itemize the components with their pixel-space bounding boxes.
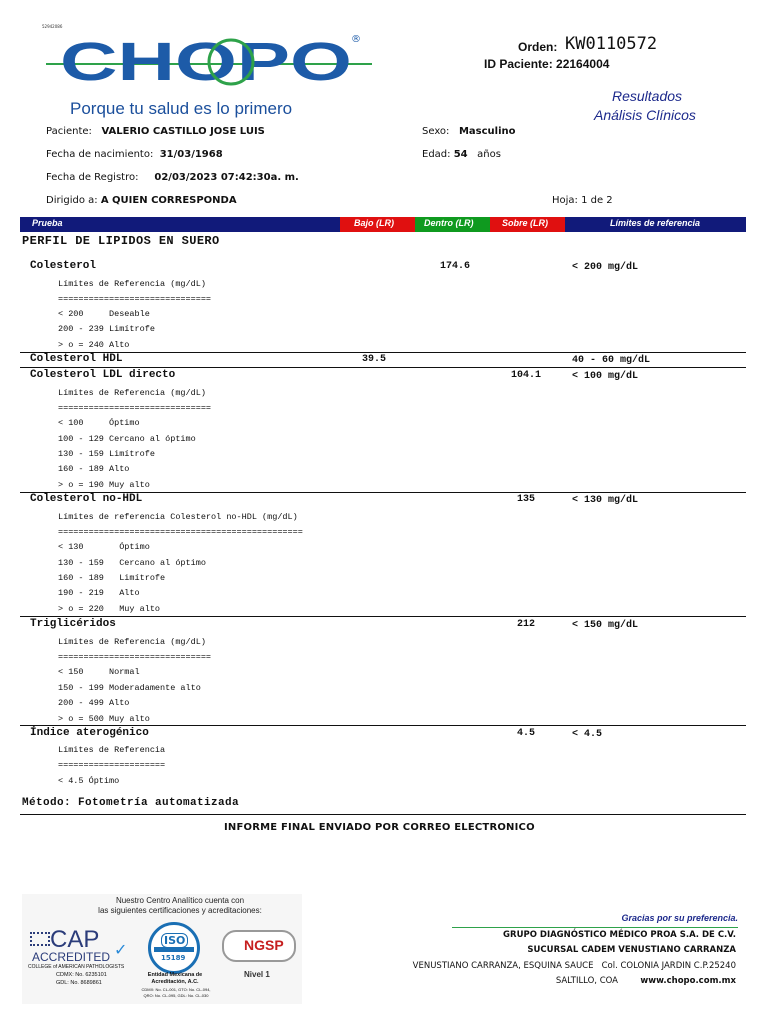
ref-line: Límites de Referencia [58, 745, 166, 755]
col-low: Bajo (LR) [354, 218, 394, 228]
ema-codes-1: CDMX: No. CL-001, GTO: No. CL-094, [141, 987, 211, 992]
svg-text:®: ® [351, 34, 361, 45]
company-address: VENUSTIANO CARRANZA, ESQUINA SAUCE Col. COLONIA JARDIN C.P.25240 [412, 961, 736, 971]
registration-row [46, 172, 299, 183]
ngsp-text: NGSP [244, 937, 284, 953]
age-row [422, 149, 501, 160]
ref-line: ============================== [58, 294, 212, 304]
ref-line: 150 - 199 Moderadamente alto [58, 683, 201, 693]
test-name-cholesterol: Colesterol [30, 260, 97, 272]
test-value-atherogenic-index: 4.5 [517, 728, 536, 739]
test-limit-ldl: < 100 mg/dL [572, 371, 639, 382]
cap-subtitle: COLLEGE of AMERICAN PATHOLOGISTS [28, 964, 125, 970]
test-name-non-hdl: Colesterol no-HDL [30, 493, 143, 505]
addressed-to-row [46, 195, 237, 206]
iso-text: ISO [161, 933, 188, 948]
ngsp-logo-icon [222, 930, 296, 962]
page-number: Hoja: 1 de 2 [552, 195, 613, 206]
addressed-to-value: A QUIEN CORRESPONDA [100, 195, 237, 206]
test-value-cholesterol: 174.6 [440, 261, 471, 272]
dob-label: Fecha de nacimiento: [46, 149, 154, 160]
test-limit-hdl: 40 - 60 mg/dL [572, 355, 651, 366]
col-high: Sobre (LR) [502, 218, 548, 228]
age-unit: años [477, 149, 501, 160]
age-value: 54 [453, 149, 468, 160]
ema-name-1: Entidad Mexicana de [147, 972, 203, 978]
order-label: Orden: [518, 40, 558, 54]
ref-line: ================================================ [58, 527, 303, 537]
results-title-1: Resultados [612, 88, 683, 104]
col-in-range: Dentro (LR) [424, 218, 474, 228]
patient-name: VALERIO CASTILLO JOSE LUIS [101, 126, 265, 137]
patient-id: ID Paciente: 22164004 [484, 57, 610, 71]
ref-line: < 4.5 Óptimo [58, 776, 120, 786]
thanks-note: Gracias por su preferencia. [621, 913, 738, 923]
test-name-triglycerides: Triglicéridos [30, 618, 116, 630]
row-divider [20, 367, 746, 368]
col-test: Prueba [32, 218, 63, 228]
ref-line: Límites de Referencia (mg/dL) [58, 279, 206, 289]
ref-line: 130 - 159 Limítrofe [58, 449, 155, 459]
sex-row [422, 126, 516, 137]
age-label: Edad: [422, 149, 451, 160]
ref-line: 190 - 219 Alto [58, 588, 140, 598]
ngsp-level: Nivel 1 [244, 970, 270, 979]
company-city: SALTILLO, COA [555, 976, 618, 986]
cap-emblem-icon [30, 932, 50, 946]
sex-label: Sexo: [422, 126, 450, 137]
iso-number: 15189 [161, 954, 186, 962]
results-table-header [20, 217, 746, 232]
footer-divider [20, 814, 746, 815]
ref-line: ============================== [58, 403, 212, 413]
registration-label: Fecha de Registro: [46, 172, 139, 183]
document-code: 52942086 [42, 24, 63, 29]
test-value-ldl: 104.1 [511, 370, 542, 381]
patient-name-row [46, 126, 265, 137]
tagline: Porque tu salud es lo primero [70, 99, 293, 118]
results-title-2: Análisis Clínicos [594, 107, 696, 123]
order-number: KW0110572 [565, 34, 658, 54]
ref-line: > o = 190 Muy alto [58, 480, 150, 490]
ref-line: 100 - 129 Cercano al óptimo [58, 434, 196, 444]
cert-intro-2: las siguientes certificaciones y acreditaciones: [98, 906, 262, 915]
ema-name-2: Acreditación, A.C. [151, 979, 199, 985]
patient-name-label: Paciente: [46, 126, 92, 137]
cap-cdmx: CDMX: No. 6235101 [56, 972, 107, 978]
test-name-atherogenic-index: Índice aterogénico [30, 727, 149, 739]
logo-text: CHOPO [60, 32, 352, 92]
sex-value: Masculino [458, 126, 516, 137]
ref-line: < 150 Normal [58, 667, 140, 677]
test-value-triglycerides: 212 [517, 619, 536, 630]
row-divider [20, 352, 746, 353]
addressed-to-label: Dirigido a: [46, 195, 98, 206]
row-divider [20, 725, 746, 726]
method-note: Método: Fotometría automatizada [22, 797, 240, 809]
ref-line: > o = 240 Alto [58, 340, 130, 350]
section-title: PERFIL DE LIPIDOS EN SUERO [22, 234, 220, 248]
checkmark-icon: ✓ [114, 940, 128, 959]
certifications-panel [22, 894, 302, 1004]
company-website[interactable]: www.chopo.com.mx [640, 976, 736, 986]
cap-gdl: GDL: No. 8689861 [56, 980, 102, 986]
final-report-note: INFORME FINAL ENVIADO POR CORREO ELECTRONICO [224, 822, 535, 833]
company-divider [452, 927, 738, 928]
company-branch: SUCURSAL CADEM VENUSTIANO CARRANZA [527, 945, 736, 955]
ref-line: 200 - 499 Alto [58, 698, 130, 708]
dob-row [46, 149, 223, 160]
test-limit-cholesterol: < 200 mg/dL [572, 262, 639, 273]
ref-line: < 200 Deseable [58, 309, 150, 319]
iso-seal-icon [148, 922, 200, 974]
ema-codes-2: QRO: No. CL-095, GDL: No. CL-030 [143, 993, 209, 998]
test-name-hdl: Colesterol HDL [30, 353, 123, 365]
ref-line: Límites de Referencia (mg/dL) [58, 388, 206, 398]
ref-line: < 130 Óptimo [58, 542, 150, 552]
row-divider [20, 616, 746, 617]
ref-line: < 100 Óptimo [58, 418, 140, 428]
ref-line: 130 - 159 Cercano al óptimo [58, 558, 206, 568]
accredited-text: ACCREDITED [32, 950, 111, 964]
ref-line: > o = 500 Muy alto [58, 714, 150, 724]
iso-band [154, 947, 194, 952]
test-limit-triglycerides: < 150 mg/dL [572, 620, 639, 631]
company-name: GRUPO DIAGNÓSTICO MÉDICO PROA S.A. DE C.V. [503, 930, 736, 940]
test-limit-non-hdl: < 130 mg/dL [572, 495, 639, 506]
test-value-hdl: 39.5 [362, 354, 387, 365]
test-value-non-hdl: 135 [517, 494, 536, 505]
ref-line: > o = 220 Muy alto [58, 604, 161, 614]
ref-line: ============================== [58, 652, 212, 662]
registration-value: 02/03/2023 07:42:30a. m. [154, 172, 299, 183]
test-limit-atherogenic-index: < 4.5 [572, 729, 603, 740]
ref-line: Límites de referencia Colesterol no-HDL (mg/dL) [58, 512, 298, 522]
cap-text: CAP [50, 926, 100, 953]
test-name-ldl: Colesterol LDL directo [30, 369, 176, 381]
ref-line: ===================== [58, 760, 166, 770]
cert-intro-1: Nuestro Centro Analítico cuenta con [115, 896, 245, 905]
dob-value: 31/03/1968 [159, 149, 223, 160]
ref-line: 160 - 189 Alto [58, 464, 130, 474]
ref-line: 160 - 189 Limítrofe [58, 573, 166, 583]
col-reference-limits: Límites de referencia [610, 218, 701, 228]
ref-line: 200 - 239 Limítrofe [58, 324, 155, 334]
ref-line: Límites de Referencia (mg/dL) [58, 637, 206, 647]
